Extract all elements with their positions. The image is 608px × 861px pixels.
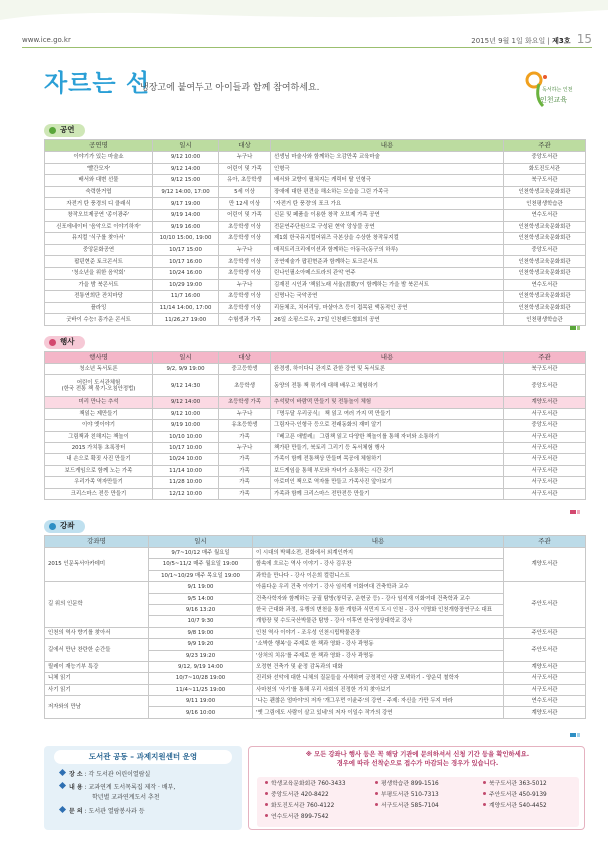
table-cell: 중앙문화공연 bbox=[45, 244, 153, 256]
table-cell: 가족 bbox=[219, 454, 271, 465]
column-header: 내용 bbox=[253, 536, 504, 548]
table-cell: 화도진도서관 bbox=[504, 163, 586, 175]
table-cell: 9/8 19:00 bbox=[149, 627, 253, 638]
table-cell: 인천학생교육문화회관 bbox=[504, 233, 586, 245]
contact-item bbox=[483, 792, 547, 799]
column-header: 대상 bbox=[219, 140, 271, 152]
bullet-icon bbox=[265, 781, 268, 784]
table-cell: 제1회 한국뮤지컬어워즈 극본상을 수상한 창작뮤지컬 bbox=[271, 233, 504, 245]
page-subtitle: 냉장고에 붙여두고 아이들과 함께 참여하세요. bbox=[140, 83, 320, 93]
lecture-host: 주안도서관 bbox=[504, 639, 586, 662]
contact-text: 서구도서관 585-7104 bbox=[381, 803, 439, 809]
table-row bbox=[45, 375, 586, 397]
table-row bbox=[45, 256, 586, 268]
table-cell: 인형극 bbox=[271, 163, 504, 175]
table-cell: 가족 bbox=[219, 465, 271, 476]
table-cell: 서구도서관 bbox=[504, 465, 586, 476]
table-cell: '빨간모자' bbox=[45, 163, 153, 175]
diamond-bullet-icon bbox=[59, 769, 66, 776]
table-cell: 10/7 9:30 bbox=[149, 616, 253, 627]
table-row bbox=[45, 582, 586, 593]
table-cell: 인천학생교육문화회관 bbox=[504, 221, 586, 233]
issue-number: 제3호 bbox=[552, 37, 571, 45]
homework-center-box bbox=[44, 746, 242, 830]
column-header: 행사명 bbox=[45, 352, 153, 364]
column-header: 일시 bbox=[153, 352, 219, 364]
section-end-icon bbox=[570, 732, 580, 738]
table-cell: 서구도서관 bbox=[504, 488, 586, 499]
table-cell: 중앙도서관 bbox=[504, 420, 586, 431]
table-cell: 초등학생 가족 bbox=[219, 397, 271, 408]
table-cell: 9/16 13:20 bbox=[149, 604, 253, 615]
table-cell: 『베고픈 애벌레』 그림책 읽고 다양한 책놀이를 통해 자녀와 소통하기 bbox=[271, 431, 504, 442]
table-cell: 9/12, 9/19 14:00 bbox=[149, 661, 253, 672]
table-cell: 과학을 만나다 - 강사 이은희 컬럼니스트 bbox=[253, 570, 504, 581]
contact-item bbox=[375, 792, 439, 799]
table-cell: 10/1~10/29 매주 목요일 19:00 bbox=[149, 570, 253, 581]
table-cell: 리듬체조, 치어리딩, 마샬아츠 등이 접목된 액동적인 공연 bbox=[271, 302, 504, 314]
table-cell: 팝핀현준 토크콘서트 bbox=[45, 256, 153, 268]
table-cell: 『명두달 우리궁식』 책 읽고 여러 가지 떡 만들기 bbox=[271, 408, 504, 419]
table-cell: 미리 만나는 추석 bbox=[45, 397, 153, 408]
table-row bbox=[45, 209, 586, 221]
table-cell: 9/19 10:00 bbox=[153, 420, 219, 431]
table-row bbox=[45, 465, 586, 476]
table-cell: 연수도서관 bbox=[504, 279, 586, 291]
table-cell: 10/10 10:00 bbox=[153, 431, 219, 442]
lecture-host: 서구도서관 bbox=[504, 673, 586, 684]
table-cell: 아름다운 우리 건축 이야기 - 강사 임석재 이화여대 건축학과 교수 bbox=[253, 582, 504, 593]
table-cell: 배서와 교향이 펼쳐지는 캐릭터 탈 인형극 bbox=[271, 175, 504, 187]
table-cell: 9/11 19:00 bbox=[149, 696, 253, 707]
table-cell: '상처의 치유'를 주제로 한 책과 영화 - 강사 곽명동 bbox=[253, 650, 504, 661]
contact-text: 화도진도서관 760-4122 bbox=[271, 803, 335, 809]
table-cell: 인천평생학습관 bbox=[504, 314, 586, 326]
table-row bbox=[45, 684, 586, 695]
lecture-name: 길에서 만난 찬란한 순간들 bbox=[45, 639, 149, 662]
table-cell: 사마천의 '사기'를 통해 우리 사회의 진정한 가치 찾아보기 bbox=[253, 684, 504, 695]
column-header: 주관 bbox=[504, 536, 586, 548]
table-cell: 10/24 10:00 bbox=[153, 454, 219, 465]
bullet-icon bbox=[483, 803, 486, 806]
table-cell: 9/2, 9/9 19:00 bbox=[153, 364, 219, 375]
table-cell: 10/29 19:00 bbox=[153, 279, 219, 291]
table-cell: 누구나 bbox=[219, 442, 271, 453]
info-row-place: 장 소 : 각 도서관 어린이열람실 bbox=[60, 771, 150, 779]
table-cell: '나는 괜찮은 엄마야'의 저자 '개그우먼 이윤주'의 강연 - 주제: 자신을 가만 두지 마라 bbox=[253, 696, 504, 707]
bullet-icon bbox=[483, 781, 486, 784]
table-cell: 초등학생 이상 bbox=[219, 233, 271, 245]
table-cell: 인천 역사 이야기 - 조우성 인천시립박물관장 bbox=[253, 627, 504, 638]
table-row bbox=[45, 186, 586, 198]
table-cell: 인천평생학습관 bbox=[504, 198, 586, 210]
contact-item bbox=[265, 792, 329, 799]
site-url: www.ice.go.kr bbox=[22, 36, 71, 44]
column-header: 공연명 bbox=[45, 140, 153, 152]
diamond-bullet-icon bbox=[59, 806, 66, 813]
table-cell: 9/12 14:00 bbox=[153, 397, 219, 408]
table-cell: 그림책과 친해지는 책놀이 bbox=[45, 431, 153, 442]
table-row bbox=[45, 639, 586, 650]
table-cell: 공연예술가 팝핀현준과 함께하는 토크콘서트 bbox=[271, 256, 504, 268]
table-cell: 9/23 19:20 bbox=[149, 650, 253, 661]
table-row bbox=[45, 152, 586, 164]
table-cell: 숙력한거엽 bbox=[45, 186, 153, 198]
table-cell: 린나인필소아메스트라의 관악 연주 bbox=[271, 267, 504, 279]
table-cell: 9/16 10:00 bbox=[149, 707, 253, 718]
table-cell: 어린이 및 가족 bbox=[219, 163, 271, 175]
table-cell: 청소년 독서토론 bbox=[45, 364, 153, 375]
table-cell: 이야기가 있는 마술쇼 bbox=[45, 152, 153, 164]
contact-item bbox=[265, 803, 334, 810]
table-cell: 선생님 마술사와 함께하는 오감만족 교육마술 bbox=[271, 152, 504, 164]
contact-text: 학생교육문화회관 760-3433 bbox=[271, 781, 346, 787]
table-cell: 크리스마스 전등 만들기 bbox=[45, 488, 153, 499]
section-end-icon bbox=[570, 325, 580, 331]
header-rule bbox=[22, 47, 592, 48]
table-cell: 동양의 전통 책 묶기에 대해 배우고 체험하기 bbox=[271, 375, 504, 397]
info-row-contact: 문 의 : 도서관 열람봉사과 등 bbox=[60, 808, 145, 816]
table-cell: 내 손으로 확짓 사진 만들기 bbox=[45, 454, 153, 465]
info-row-content-cont: 학년별 교과연계도서 추천 bbox=[92, 794, 160, 801]
table-row bbox=[45, 420, 586, 431]
table-row bbox=[45, 477, 586, 488]
table-cell: 이야 엣이야기 bbox=[45, 420, 153, 431]
table-cell: 가족 bbox=[219, 477, 271, 488]
bullet-icon bbox=[265, 803, 268, 806]
bullet-icon bbox=[49, 339, 56, 346]
table-cell: 누구나 bbox=[219, 279, 271, 291]
bullet-icon bbox=[49, 127, 56, 134]
contact-text: 주안도서관 450-9139 bbox=[489, 792, 547, 798]
contact-item bbox=[375, 803, 439, 810]
table-cell: 초등학생 이상 bbox=[219, 291, 271, 303]
table-cell: 장애에 대한 편견을 해소하는 모습을 그린 가족극 bbox=[271, 186, 504, 198]
column-header: 주관 bbox=[504, 140, 586, 152]
lecture-name: 사기 읽기 bbox=[45, 684, 149, 695]
table-row bbox=[45, 364, 586, 375]
table-cell: 중고등학생 bbox=[219, 364, 271, 375]
table-cell bbox=[45, 375, 153, 397]
table-cell: 플라잉 bbox=[45, 302, 153, 314]
table-row bbox=[45, 408, 586, 419]
table-cell: 가족이 함께 전통책상 만들며 목공에 체험하기 bbox=[271, 454, 504, 465]
table-cell: 10/17 16:00 bbox=[153, 256, 219, 268]
table-cell: 9/5 14:00 bbox=[149, 593, 253, 604]
table-cell: 11/14 14:00, 17:00 bbox=[153, 302, 219, 314]
table-row bbox=[45, 397, 586, 408]
section-performances-label: 공연 bbox=[44, 124, 85, 137]
table-cell: 신명나는 국악공연 bbox=[271, 291, 504, 303]
table-row bbox=[45, 244, 586, 256]
page-title: 자르는 선 bbox=[44, 69, 151, 97]
table-cell: 그림자극·인형극 등으로 전래동화의 재미 알기 bbox=[271, 420, 504, 431]
table-row bbox=[45, 454, 586, 465]
contact-item bbox=[265, 814, 329, 821]
table-cell: 우리가족 역자만들기 bbox=[45, 477, 153, 488]
table-cell: 중앙도서관 bbox=[504, 152, 586, 164]
table-row bbox=[45, 291, 586, 303]
table-cell: 건축사학자와 함께하는 궁궐 탐방(창덕궁, 운현궁 등) - 강사 임석재 이화여대 건축학과 교수 bbox=[253, 593, 504, 604]
page-number: 15 bbox=[576, 32, 592, 46]
table-cell: 북구도서관 bbox=[504, 175, 586, 187]
section-lectures-label: 강좌 bbox=[44, 520, 85, 533]
info-row-content: 내 용 : 교과연계 도서목록집 제작 · 배부, bbox=[60, 784, 175, 792]
lectures-table bbox=[44, 535, 586, 719]
table-cell: 초등학생 이상 bbox=[219, 256, 271, 268]
lecture-name: 저자와의 만남 bbox=[45, 696, 149, 719]
bullet-icon bbox=[375, 792, 378, 795]
table-cell: 9/9 19:20 bbox=[149, 639, 253, 650]
table-cell: 매직트리크리에이션과 함께하는 아동극(동구의 하루) bbox=[271, 244, 504, 256]
table-cell: 중앙도서관 bbox=[504, 375, 586, 397]
table-cell: 창작오브제공연 '종이광주' bbox=[45, 209, 153, 221]
bullet-icon bbox=[483, 792, 486, 795]
table-cell: 초등학생 bbox=[219, 375, 271, 397]
contact-text: 북구도서관 363-5012 bbox=[489, 781, 547, 787]
table-cell: '청소년을 위한 음악회' bbox=[45, 267, 153, 279]
bullet-icon bbox=[265, 792, 268, 795]
table-cell: 이 시대의 박혜소전, 진화에서 외계인까지 bbox=[253, 548, 504, 559]
column-header: 일시 bbox=[149, 536, 253, 548]
table-cell: 연수도서관 bbox=[504, 209, 586, 221]
lecture-host: 계양도서관 bbox=[504, 707, 586, 718]
table-cell: 서구도서관 bbox=[504, 454, 586, 465]
performances-table bbox=[44, 139, 586, 326]
table-cell: 북구도서관 bbox=[504, 364, 586, 375]
table-cell: 11/7 16:00 bbox=[153, 291, 219, 303]
table-cell: 9/17 19:00 bbox=[153, 198, 219, 210]
lecture-name: 인천의 역사 향기를 찾아서 bbox=[45, 627, 149, 638]
table-cell: 배서와 대변 선물 bbox=[45, 175, 153, 187]
diamond-bullet-icon bbox=[59, 782, 66, 789]
table-cell: 서구도서관 bbox=[504, 477, 586, 488]
table-cell: 인천학생교육문화회관 bbox=[504, 291, 586, 303]
lecture-host: 연수도서관 bbox=[504, 696, 586, 707]
table-cell: 신포에네이터 '음악으로 이야기하자' bbox=[45, 221, 153, 233]
table-cell: 누구나 bbox=[219, 152, 271, 164]
table-cell: 자전거 탄 풍경의 디 클래식 bbox=[45, 198, 153, 210]
table-cell: 9/12 14:00, 17:00 bbox=[153, 186, 219, 198]
bullet-icon bbox=[375, 803, 378, 806]
contact-item bbox=[483, 781, 547, 788]
table-row bbox=[45, 175, 586, 187]
events-table bbox=[44, 351, 586, 500]
table-cell: 아로미인 책으로 역자를 만들고 가족사진 앞아보기 bbox=[271, 477, 504, 488]
bullet-icon bbox=[265, 814, 268, 817]
table-cell: 9/12 14:00 bbox=[153, 163, 219, 175]
notice-text: ※ 모든 강좌나 행사 등은 꼭 해당 기관에 문의하셔서 신청 기간 등을 확인하세요. 경우에 따라 선착순으로 접수가 마감되는 경우가 있습니다. bbox=[305, 751, 530, 767]
table-cell: 가족과 함께 크리스마스 전만전등 만들기 bbox=[271, 488, 504, 499]
table-cell: 9/12 10:00 bbox=[153, 152, 219, 164]
column-header: 내용 bbox=[271, 140, 504, 152]
table-row bbox=[45, 627, 586, 638]
table-cell: 중앙도서관 bbox=[504, 244, 586, 256]
table-cell: 한국 근대화 과정, 유행의 변천을 통한 개항과 식민지 도시 인천 - 강사 이명화 인천개항장연구소 대표 bbox=[253, 604, 504, 615]
lecture-name: 길 위의 인문학 bbox=[45, 582, 149, 628]
table-cell: 인천학생교육문화회관 bbox=[504, 256, 586, 268]
table-cell: 11/4~11/25 19:00 bbox=[149, 684, 253, 695]
column-header: 내용 bbox=[271, 352, 504, 364]
contact-item bbox=[483, 803, 547, 810]
table-cell: 10/10 15:00, 19:00 bbox=[153, 233, 219, 245]
table-cell: 10/7~10/28 19:00 bbox=[149, 673, 253, 684]
table-row bbox=[45, 488, 586, 499]
bullet-icon bbox=[49, 523, 56, 530]
section-events-label: 행사 bbox=[44, 336, 85, 349]
table-row bbox=[45, 163, 586, 175]
table-cell: 추석맞이 바람떡 만들기 및 전통놀이 체험 bbox=[271, 397, 504, 408]
table-cell: 누구나 bbox=[219, 408, 271, 419]
lecture-name: 2015 인문독서아카데미 bbox=[45, 548, 149, 582]
table-row bbox=[45, 431, 586, 442]
table-cell: 9/12 14:30 bbox=[153, 375, 219, 397]
contact-text: 중앙도서관 420-8422 bbox=[271, 792, 329, 798]
table-row bbox=[45, 314, 586, 326]
column-header: 일시 bbox=[153, 140, 219, 152]
table-cell: 9/19 16:00 bbox=[153, 221, 219, 233]
table-row bbox=[45, 661, 586, 672]
column-header: 강좌명 bbox=[45, 536, 149, 548]
table-cell: 11/14 10:00 bbox=[153, 465, 219, 476]
table-cell: 누구나 bbox=[219, 244, 271, 256]
table-cell: 인천학생교육문화회관 bbox=[504, 186, 586, 198]
cell-line: (한국 전통 책 묶기-오침안정법) bbox=[61, 385, 136, 392]
table-cell: 10/5~11/2 매주 월요일 19:00 bbox=[149, 559, 253, 570]
table-row bbox=[45, 233, 586, 245]
table-cell: 초등학생 이상 bbox=[219, 221, 271, 233]
table-cell: 오정현 건축가 및 윤정 감독과의 대화 bbox=[253, 661, 504, 672]
table-cell: 유초등학생 bbox=[219, 420, 271, 431]
contact-item bbox=[375, 781, 439, 788]
table-cell: 인천학생교육문화회관 bbox=[504, 267, 586, 279]
table-cell: 굿바이 수능! 흥가운 콘서트 bbox=[45, 314, 153, 326]
header-decoration bbox=[0, 0, 608, 36]
contact-list bbox=[257, 777, 579, 827]
table-cell: 가족 bbox=[219, 488, 271, 499]
table-cell: '옛 그림에도 사람이 살고 있네'의 저자 이일수 작가의 강연 bbox=[253, 707, 504, 718]
table-cell: 9/7~10/12 매주 월요일 bbox=[149, 548, 253, 559]
table-cell: 뮤지컬 '식구를 찾아서' bbox=[45, 233, 153, 245]
table-cell: 김재진 시인과 '책읽노래 서울(書歌)'이 함께하는 가을 밤 북콘서트 bbox=[271, 279, 504, 291]
lecture-host: 계양도서관 bbox=[504, 661, 586, 672]
table-cell: '자전거 탄 풍경'의 포크 가요 bbox=[271, 198, 504, 210]
table-cell: 9/19 14:00 bbox=[153, 209, 219, 221]
table-cell: 초등학생 이상 bbox=[219, 302, 271, 314]
lecture-host: 주안도서관 bbox=[504, 627, 586, 638]
issue-dateline: 2015년 9월 1일 화요일 | 제3호 15 bbox=[471, 32, 592, 46]
column-header: 주관 bbox=[504, 352, 586, 364]
lecture-host: 주안도서관 bbox=[504, 582, 586, 628]
table-row bbox=[45, 279, 586, 291]
table-cell: 인천학생교육문화회관 bbox=[504, 302, 586, 314]
table-cell: 보드게임으로 함께 노는 가족 bbox=[45, 465, 153, 476]
table-cell: 10/17 10:00 bbox=[153, 442, 219, 453]
table-row bbox=[45, 696, 586, 707]
table-cell: 11/26,27 19:00 bbox=[153, 314, 219, 326]
logo-line2: 인천교육 bbox=[540, 96, 568, 104]
table-cell: 10/17 15:00 bbox=[153, 244, 219, 256]
table-cell: 2015 가치통 초록장터 bbox=[45, 442, 153, 453]
cell-line: 어린이 도서관체험 bbox=[76, 379, 121, 386]
table-row bbox=[45, 548, 586, 559]
table-cell: 9/12 15:00 bbox=[153, 175, 219, 187]
table-cell: 12/12 10:00 bbox=[153, 488, 219, 499]
table-row bbox=[45, 267, 586, 279]
contact-text: 부평도서관 510-7313 bbox=[381, 792, 439, 798]
column-header: 대상 bbox=[219, 352, 271, 364]
table-cell: 신문 및 페품을 이용한 창작 오브제 가족 공연 bbox=[271, 209, 504, 221]
lecture-name: 니체 읽기 bbox=[45, 673, 149, 684]
lecture-name: 릴레이 재능기부 특강 bbox=[45, 661, 149, 672]
table-cell: 전통연희단 잔치마당 bbox=[45, 291, 153, 303]
table-cell: 10/24 16:00 bbox=[153, 267, 219, 279]
table-row bbox=[45, 221, 586, 233]
table-cell: 보드게임을 통해 부모와 자녀가 소통하는 시간 갖기 bbox=[271, 465, 504, 476]
table-row bbox=[45, 442, 586, 453]
table-cell: 11/28 10:00 bbox=[153, 477, 219, 488]
table-cell: 완경생, 하이다니 관지로 관한 강연 및 독서토론 bbox=[271, 364, 504, 375]
bullet-icon bbox=[375, 781, 378, 784]
table-cell: 진리와 선악에 대한 니체의 질문들을 사색하며 긍정적인 사람 모색하기 - 양운덕 철학자 bbox=[253, 673, 504, 684]
table-cell: 초등학생 이상 bbox=[219, 267, 271, 279]
table-row bbox=[45, 302, 586, 314]
table-cell: 9/12 10:00 bbox=[153, 408, 219, 419]
contact-text: 평생학습관 899-1516 bbox=[381, 781, 439, 787]
contact-item bbox=[265, 781, 346, 788]
logo-line1: 독서하는 인천 bbox=[542, 87, 573, 93]
contact-text: 연수도서관 899-7542 bbox=[271, 814, 329, 820]
lecture-host: 계양도서관 bbox=[504, 548, 586, 582]
table-cell: '소박한 행복'을 주제로 한 책과 영화 - 강사 곽명동 bbox=[253, 639, 504, 650]
table-cell: 26일 소핑스로우, 27일 인천팬드협회의 공연 bbox=[271, 314, 504, 326]
table-cell: 서구도서관 bbox=[504, 431, 586, 442]
contact-text: 계양도서관 540-4452 bbox=[489, 803, 547, 809]
section-end-icon bbox=[570, 509, 580, 515]
table-cell: 만 12세 이상 bbox=[219, 198, 271, 210]
table-cell: 책가판 만들기, 북토리 그리기 등 독서체험 행사 bbox=[271, 442, 504, 453]
table-cell: 전문연주단원으로 구성된 현악 앙상블 공연 bbox=[271, 221, 504, 233]
table-cell: 5세 이상 bbox=[219, 186, 271, 198]
table-cell: 어린이 및 가족 bbox=[219, 209, 271, 221]
notice-box bbox=[248, 746, 585, 830]
table-cell: 서구도서관 bbox=[504, 442, 586, 453]
homework-center-title: 도서관 공동 – 과제지원센터 운영 bbox=[54, 750, 232, 764]
lecture-host: 서구도서관 bbox=[504, 684, 586, 695]
table-row bbox=[45, 198, 586, 210]
table-cell: 계양도서관 bbox=[504, 397, 586, 408]
table-cell: 개항장 및 수도국산박물관 탐방 - 강사 이후연 한국영상대학교 강사 bbox=[253, 616, 504, 627]
table-cell: 유아, 초등학생 bbox=[219, 175, 271, 187]
table-cell: 9/1 19:00 bbox=[149, 582, 253, 593]
table-cell: 수험생과 가족 bbox=[219, 314, 271, 326]
issue-date: 2015년 9월 1일 화요일 bbox=[471, 37, 546, 45]
table-cell: 책읽는 제만들기 bbox=[45, 408, 153, 419]
table-cell: 가족 bbox=[219, 431, 271, 442]
table-cell: 서구도서관 bbox=[504, 408, 586, 419]
table-row bbox=[45, 673, 586, 684]
table-cell: 가을 밤 북콘서트 bbox=[45, 279, 153, 291]
table-cell: 함속에 흐르는 역사 이야기 - 강사 김우찬 bbox=[253, 559, 504, 570]
